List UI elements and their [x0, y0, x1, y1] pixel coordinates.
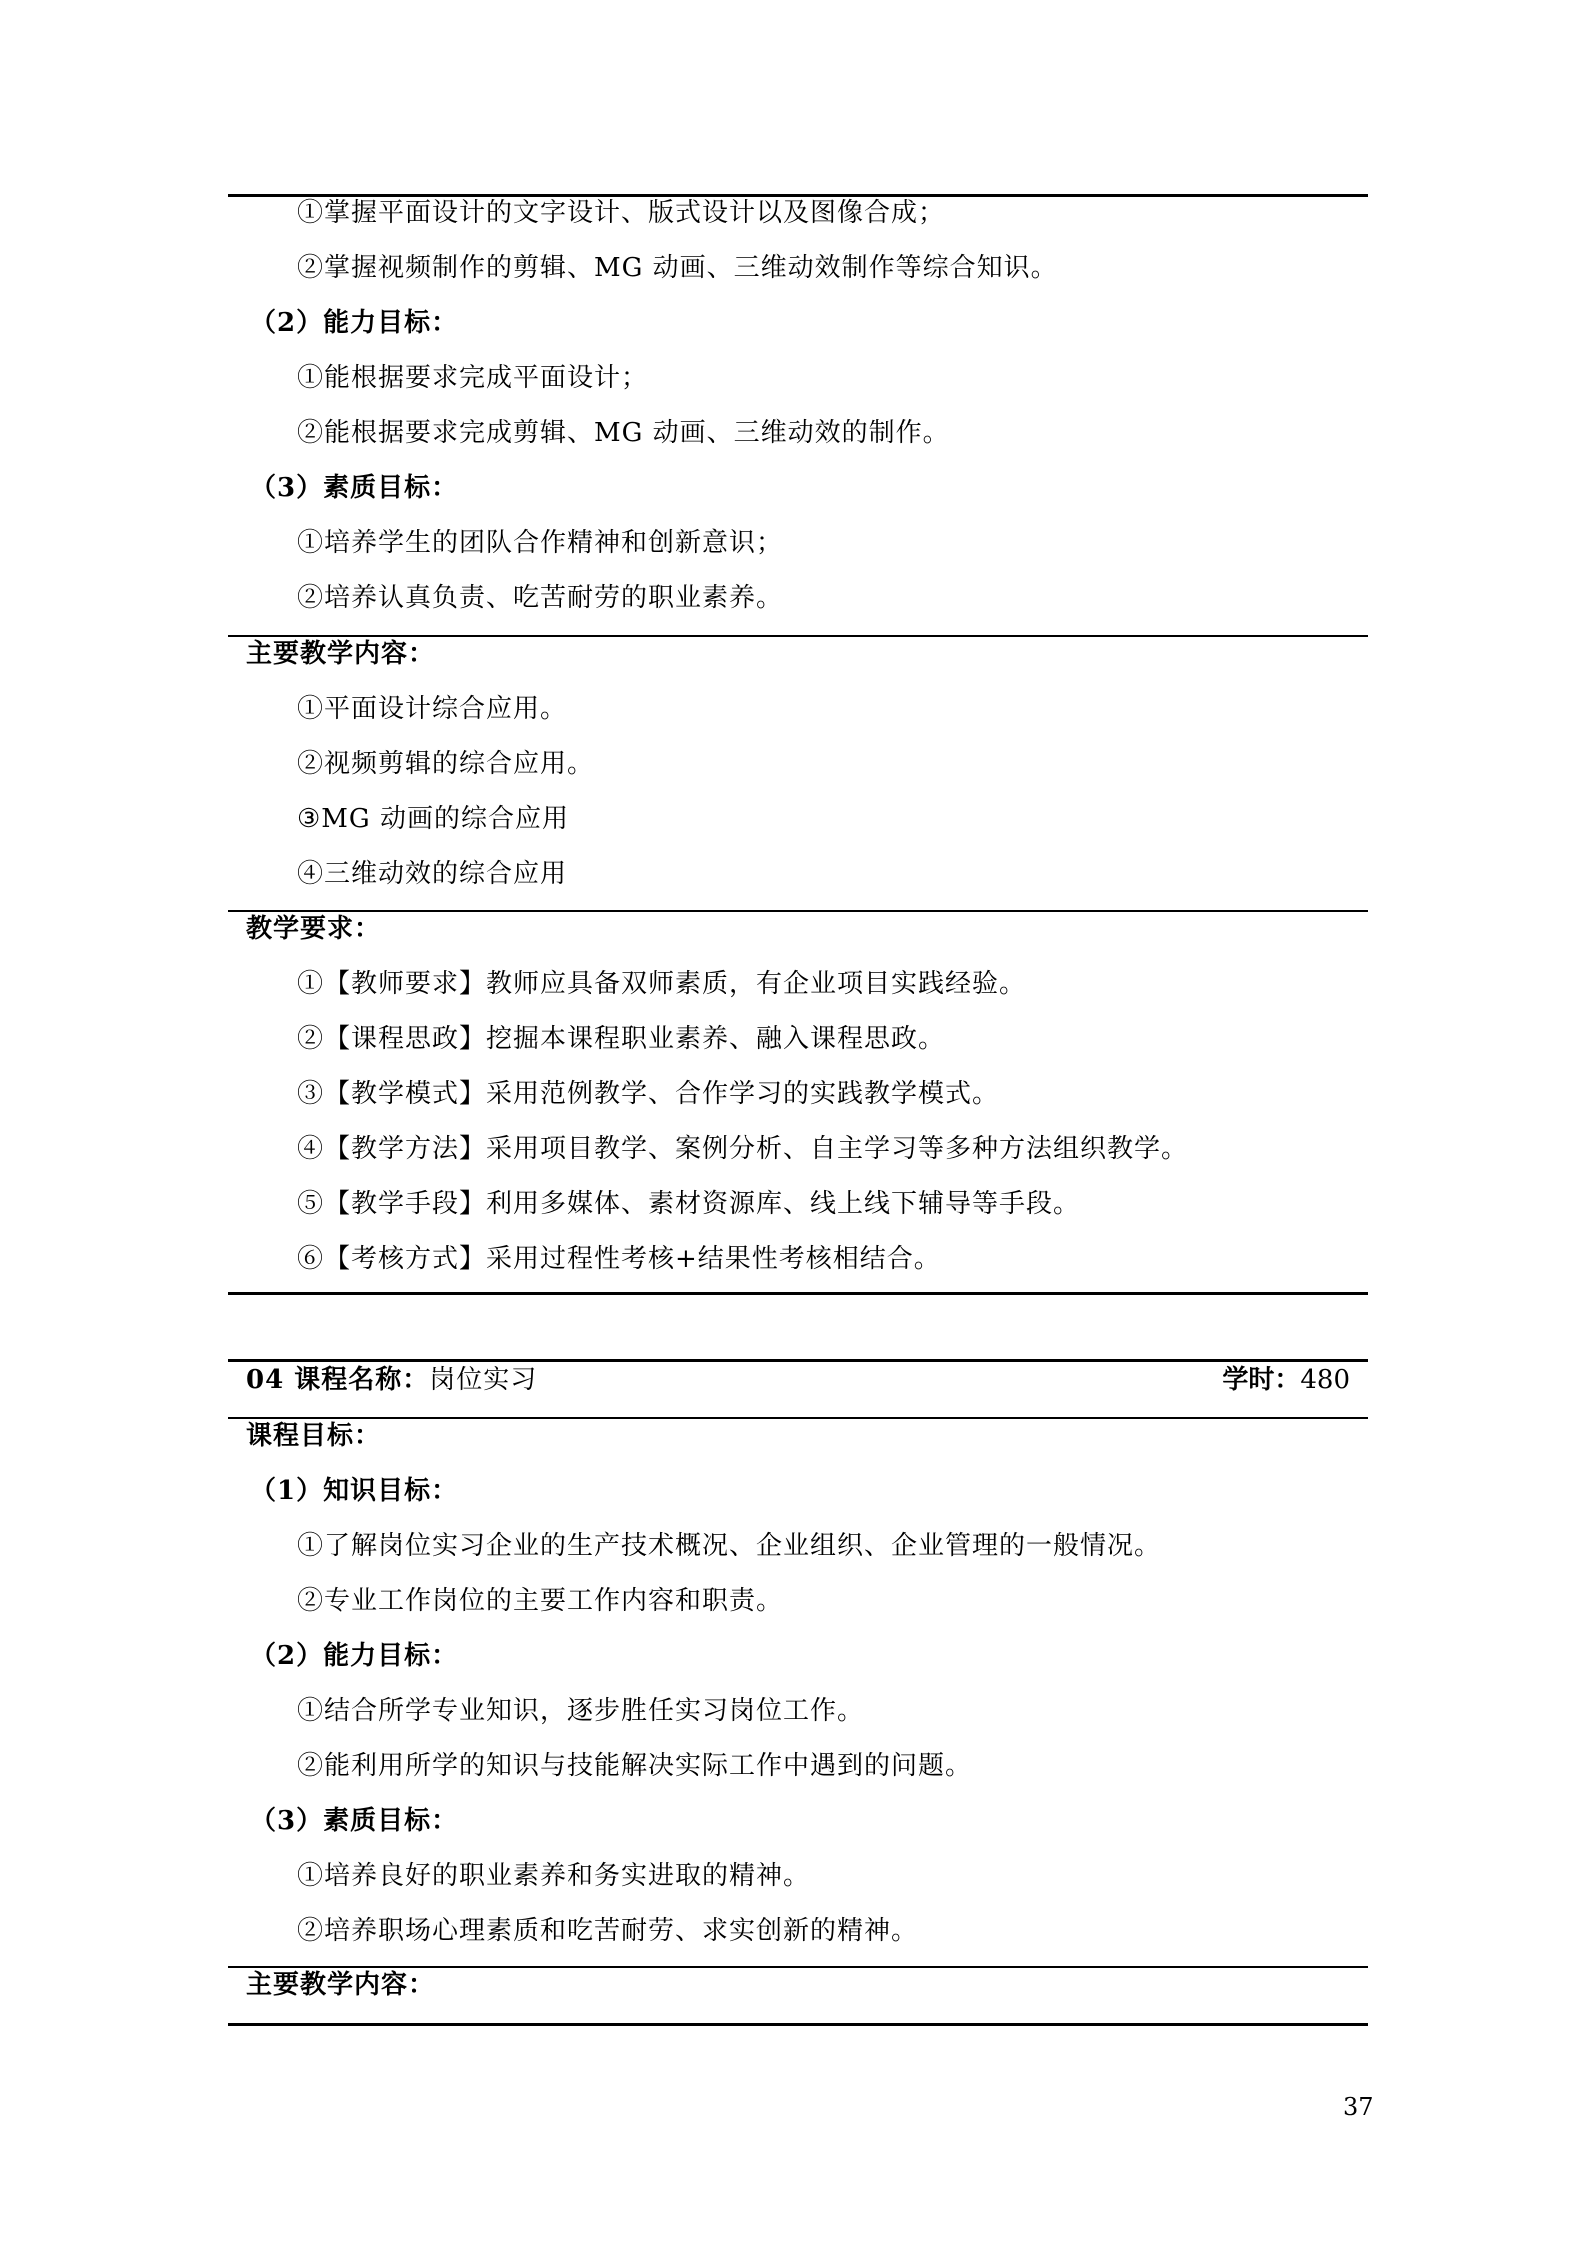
content-item: ③MG 动画的综合应用 [297, 804, 569, 834]
quality-heading: （3）素质目标： [250, 1806, 459, 1836]
requirement-item: ②【课程思政】挖掘本课程职业素养、融入课程思政。 [297, 1024, 946, 1054]
content-item: ②视频剪辑的综合应用。 [297, 749, 595, 779]
knowledge-item: ①掌握平面设计的文字设计、版式设计以及图像合成； [297, 198, 946, 228]
quality-item: ②培养认真负责、吃苦耐劳的职业素养。 [297, 583, 784, 613]
course-name-value: 岗位实习 [429, 1365, 538, 1395]
course-top-rule [228, 1359, 1368, 1362]
section-divider [228, 1417, 1368, 1419]
quality-heading: （3）素质目标： [250, 473, 459, 503]
section-bottom-rule [228, 1292, 1368, 1295]
page-bottom-rule [228, 2023, 1368, 2026]
course-name-label: 04 课程名称： [246, 1365, 430, 1395]
quality-item: ②培养职场心理素质和吃苦耐劳、求实创新的精神。 [297, 1916, 919, 1946]
section-divider [228, 910, 1368, 912]
ability-heading: （2）能力目标： [250, 308, 459, 338]
course-hours [1222, 1363, 1350, 1397]
hours-label: 学时： [1222, 1365, 1301, 1395]
ability-item: ②能根据要求完成剪辑、MG 动画、三维动效的制作。 [297, 418, 950, 448]
requirement-item: ④【教学方法】采用项目教学、案例分析、自主学习等多种方法组织教学。 [297, 1134, 1189, 1164]
ability-heading: （2）能力目标： [250, 1641, 459, 1671]
content-item: ①平面设计综合应用。 [297, 694, 568, 724]
goals-heading: 课程目标： [246, 1421, 382, 1451]
requirement-item: ⑤【教学手段】利用多媒体、素材资源库、线上线下辅导等手段。 [297, 1189, 1081, 1219]
course-name-row [246, 1363, 537, 1397]
knowledge-item: ②掌握视频制作的剪辑、MG 动画、三维动效制作等综合知识。 [297, 253, 1058, 283]
requirement-item: ⑥【考核方式】采用过程性考核+结果性考核相结合。 [297, 1244, 941, 1274]
requirements-heading: 教学要求： [246, 914, 382, 944]
content-heading: 主要教学内容： [246, 639, 436, 669]
knowledge-heading: （1）知识目标： [250, 1476, 459, 1506]
hours-value: 480 [1300, 1365, 1350, 1395]
content-heading: 主要教学内容： [246, 1970, 436, 2000]
ability-item: ②能利用所学的知识与技能解决实际工作中遇到的问题。 [297, 1751, 973, 1781]
requirement-item: ①【教师要求】教师应具备双师素质，有企业项目实践经验。 [297, 969, 1027, 999]
content-item: ④三维动效的综合应用 [297, 859, 568, 889]
quality-item: ①培养良好的职业素养和务实进取的精神。 [297, 1861, 811, 1891]
ability-item: ①能根据要求完成平面设计； [297, 363, 649, 393]
requirement-item: ③【教学模式】采用范例教学、合作学习的实践教学模式。 [297, 1079, 1000, 1109]
quality-item: ①培养学生的团队合作精神和创新意识； [297, 528, 784, 558]
ability-item: ①结合所学专业知识，逐步胜任实习岗位工作。 [297, 1696, 865, 1726]
knowledge-item: ①了解岗位实习企业的生产技术概况、企业组织、企业管理的一般情况。 [297, 1531, 1162, 1561]
page-number: 37 [1343, 2093, 1374, 2121]
knowledge-item: ②专业工作岗位的主要工作内容和职责。 [297, 1586, 784, 1616]
